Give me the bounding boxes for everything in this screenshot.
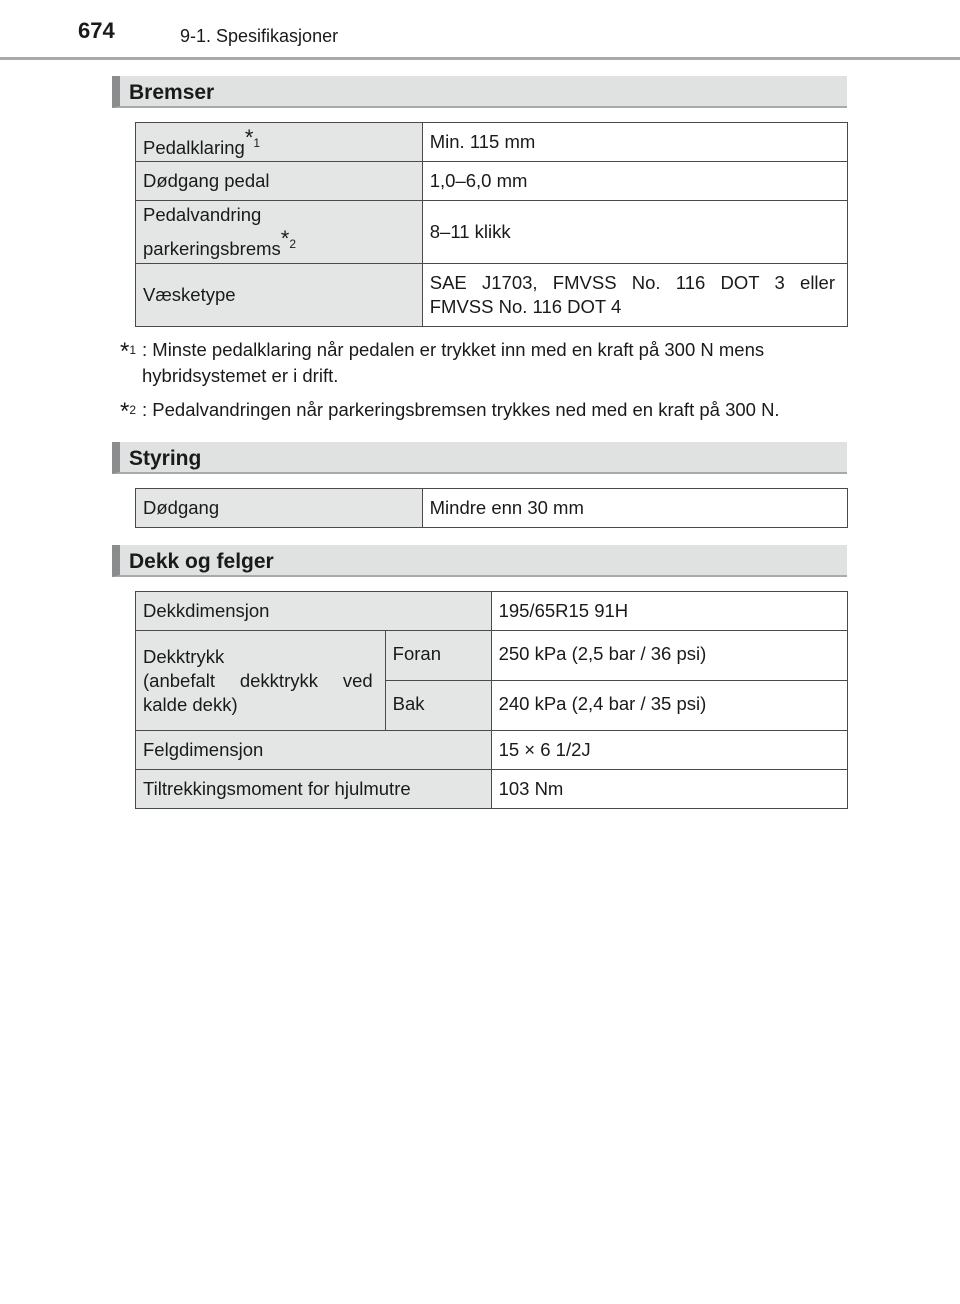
spec-value: 15 × 6 1/2J: [491, 731, 847, 770]
spec-value: 195/65R15 91H: [491, 592, 847, 631]
footnote-text: : Pedalvandringen når parkeringsbremsen trykkes ned med en kraft på 300 N.: [142, 399, 780, 420]
footnote-marker: [120, 397, 136, 428]
spec-label: Dødgang pedal: [136, 162, 423, 201]
section-heading-steering: [112, 442, 847, 474]
asterisk: *: [120, 398, 130, 426]
section-title: Bremser: [129, 81, 215, 104]
section-title: Dekk og felger: [129, 550, 274, 573]
table-row: [136, 489, 848, 528]
label-line: Pedalvandring: [143, 203, 262, 225]
section-title: Styring: [129, 447, 202, 470]
spec-value: Mindre enn 30 mm: [422, 489, 847, 528]
spec-value: [422, 264, 847, 327]
value-line: FMVSS No. 116 DOT 4: [429, 296, 622, 317]
footnote-text: : Minste pedalklaring når pedalen er trykket inn med en kraft på 300 N mens hybridsystemet er i drift.: [142, 339, 765, 386]
footnote-number: 2: [129, 403, 137, 417]
table-row: [136, 123, 848, 162]
spec-label: [136, 123, 423, 162]
page-number: 674: [78, 18, 115, 43]
table-row: [136, 631, 848, 681]
spec-value: Min. 115 mm: [422, 123, 847, 162]
spec-label: Tiltrekkingsmoment for hjulmutre: [136, 770, 492, 809]
asterisk: *: [244, 124, 254, 150]
label-line: parkeringsbrems: [143, 238, 281, 260]
footnote-ref: 1: [253, 135, 261, 150]
spec-value: 240 kPa (2,4 bar / 35 psi): [491, 681, 847, 731]
value-line: SAE J1703, FMVSS No. 116 DOT 3 eller: [429, 272, 835, 293]
tires-spec-table: [135, 591, 848, 809]
brakes-spec-table: [135, 122, 848, 327]
label-line: Dekktrykk: [143, 645, 225, 667]
table-row: [136, 264, 848, 327]
spec-label: Felgdimensjon: [136, 731, 492, 770]
spec-label: Væsketype: [136, 264, 423, 327]
sub-label-rear: Bak: [385, 681, 491, 731]
header-divider: [0, 57, 960, 60]
table-row: [136, 162, 848, 201]
spec-value: 103 Nm: [491, 770, 847, 809]
table-row: [136, 201, 848, 264]
footnote-1: [120, 337, 845, 389]
spec-value: 250 kPa (2,5 bar / 36 psi): [491, 631, 847, 681]
footnote-number: 1: [129, 343, 137, 357]
label-line: kalde dekk): [143, 693, 238, 715]
spec-value: 8–11 klikk: [422, 201, 847, 264]
spec-label: [136, 631, 386, 731]
steering-spec-table: [135, 488, 848, 528]
chapter-title: 9-1. Spesifikasjoner: [180, 26, 339, 46]
spec-label: Dødgang: [136, 489, 423, 528]
footnote-ref: 2: [289, 236, 297, 251]
table-row: [136, 592, 848, 631]
label-line: (anbefalt dekktrykk ved: [143, 669, 373, 691]
spec-label: [136, 201, 423, 264]
label-text: Pedalklaring: [143, 137, 245, 159]
footnote-marker: [120, 337, 136, 368]
section-heading-tires: [112, 545, 847, 577]
asterisk: *: [120, 338, 130, 366]
spec-label: Dekkdimensjon: [136, 592, 492, 631]
sub-label-front: Foran: [385, 631, 491, 681]
table-row: [136, 731, 848, 770]
spec-value: 1,0–6,0 mm: [422, 162, 847, 201]
footnote-2: [120, 397, 845, 426]
section-heading-brakes: [112, 76, 847, 108]
table-row: [136, 770, 848, 809]
asterisk: *: [280, 225, 290, 251]
